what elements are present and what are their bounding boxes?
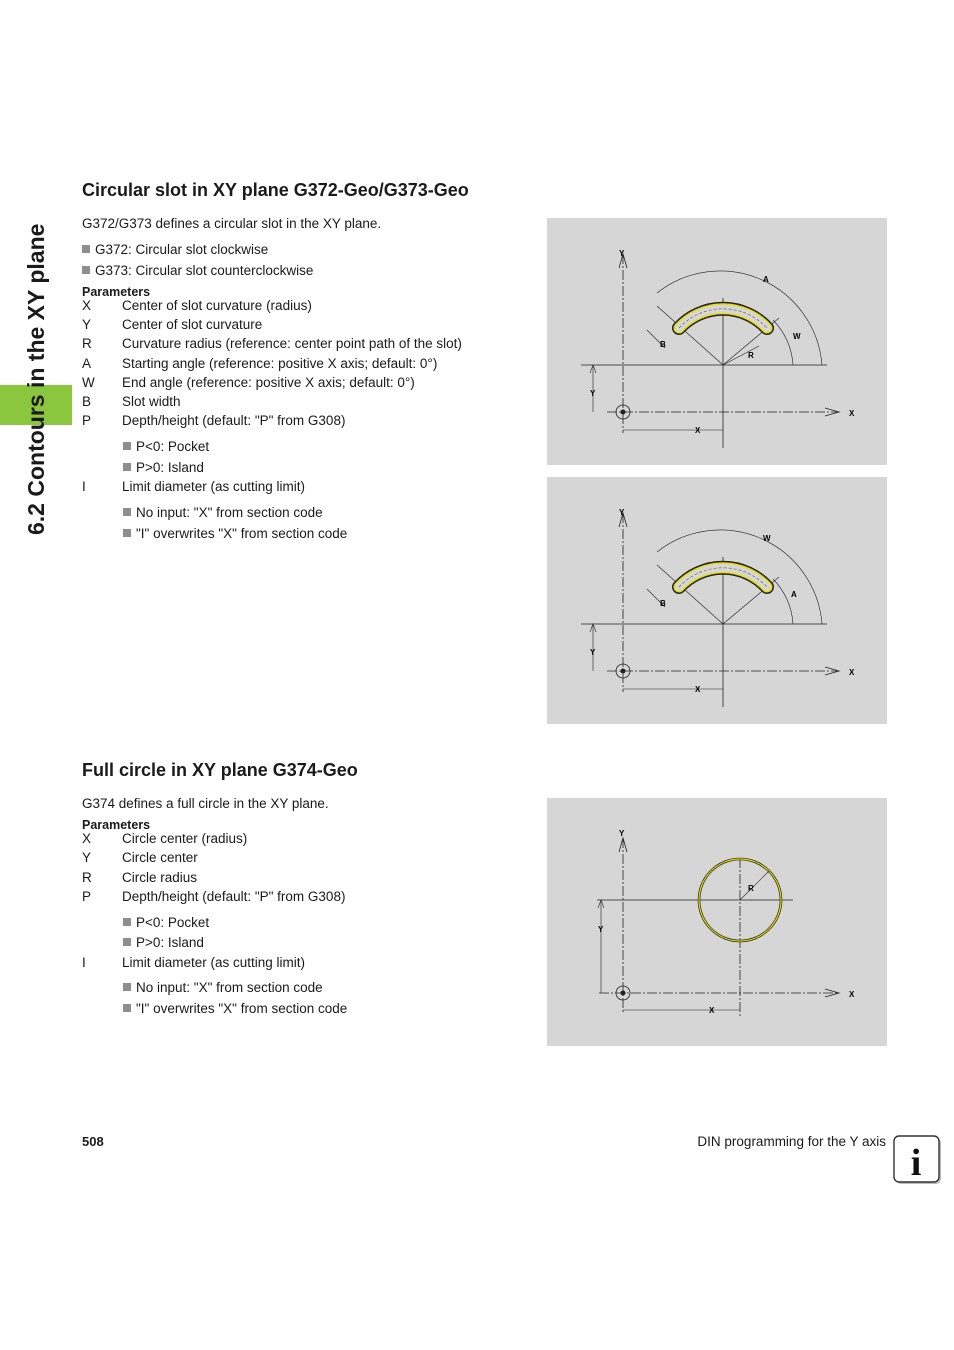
bullet-square-icon [123, 463, 131, 471]
axis-label-y: Y [619, 249, 625, 258]
list-item: "I" overwrites "X" from section code [123, 526, 347, 541]
param-row: X Center of slot curvature (radius) [82, 298, 312, 313]
dim-label-x: X [695, 426, 701, 435]
bullet-square-icon [123, 918, 131, 926]
figure-g372-slot-clockwise [547, 218, 887, 465]
param-row: P Depth/height (default: "P" from G308) [82, 413, 346, 428]
param-row: W End angle (reference: positive X axis; default: 0°) [82, 375, 415, 390]
dim-label-w: W [763, 534, 771, 543]
bullet-square-icon [123, 529, 131, 537]
dim-label-a: A [791, 590, 797, 599]
bullet-square-icon [82, 245, 90, 253]
list-item: No input: "X" from section code [123, 980, 323, 995]
dim-label-w: W [793, 332, 801, 341]
dim-label-y: Y [590, 648, 596, 657]
footer-chapter-text: DIN programming for the Y axis [697, 1134, 886, 1149]
parameters-heading: Parameters [82, 818, 151, 832]
list-item: P<0: Pocket [123, 439, 209, 454]
list-item: G373: Circular slot counterclockwise [82, 263, 313, 278]
axis-label-x: X [849, 409, 855, 418]
list-item: No input: "X" from section code [123, 505, 323, 520]
param-row: Y Center of slot curvature [82, 317, 263, 332]
param-row: P Depth/height (default: "P" from G308) [82, 889, 346, 904]
section-intro: G374 defines a full circle in the XY plane. [82, 796, 329, 811]
figure-g373-slot-counterclockwise [547, 477, 887, 724]
axis-label-x: X [849, 990, 855, 999]
dim-label-y: Y [590, 389, 596, 398]
bullet-square-icon [123, 508, 131, 516]
list-item: P>0: Island [123, 460, 204, 475]
param-row: X Circle center (radius) [82, 831, 248, 846]
bullet-square-icon [123, 983, 131, 991]
param-row: I Limit diameter (as cutting limit) [82, 955, 306, 970]
parameters-heading: Parameters [82, 285, 151, 299]
param-row: I Limit diameter (as cutting limit) [82, 479, 306, 494]
list-item: P>0: Island [123, 935, 204, 950]
dim-label-r: R [748, 351, 754, 360]
param-row: R Circle radius [82, 870, 198, 885]
axis-label-x: X [849, 668, 855, 677]
info-icon-glyph: i [910, 1142, 922, 1184]
section-intro: G372/G373 defines a circular slot in the XY plane. [82, 216, 382, 231]
bullet-square-icon [123, 442, 131, 450]
section-title-full-circle: Full circle in XY plane G374-Geo [82, 760, 358, 780]
dim-label-b: B [660, 340, 666, 349]
info-icon [893, 1135, 943, 1186]
dim-label-r: R [748, 884, 754, 893]
axis-label-y: Y [619, 508, 625, 517]
dim-label-b: B [660, 599, 666, 608]
param-row: A Starting angle (reference: positive X axis; default: 0°) [82, 356, 438, 371]
dim-label-x: X [709, 1006, 715, 1015]
axis-label-y: Y [619, 829, 625, 838]
dim-label-y: Y [598, 925, 604, 934]
param-row: R Curvature radius (reference: center point path of the slot) [82, 336, 462, 351]
list-item: "I" overwrites "X" from section code [123, 1001, 347, 1016]
bullet-square-icon [123, 938, 131, 946]
param-row: Y Circle center [82, 850, 198, 865]
chapter-side-title: 6.2 Contours in the XY plane [23, 223, 49, 535]
page-number: 508 [82, 1134, 104, 1149]
dim-label-a: A [763, 275, 769, 284]
section-title-circular-slot: Circular slot in XY plane G372-Geo/G373-Geo [82, 180, 469, 200]
list-item: G372: Circular slot clockwise [82, 242, 268, 257]
dim-label-x: X [695, 685, 701, 694]
list-item: P<0: Pocket [123, 915, 209, 930]
bullet-square-icon [82, 266, 90, 274]
param-row: B Slot width [82, 394, 181, 409]
bullet-square-icon [123, 1004, 131, 1012]
figure-g374-full-circle [547, 798, 887, 1046]
